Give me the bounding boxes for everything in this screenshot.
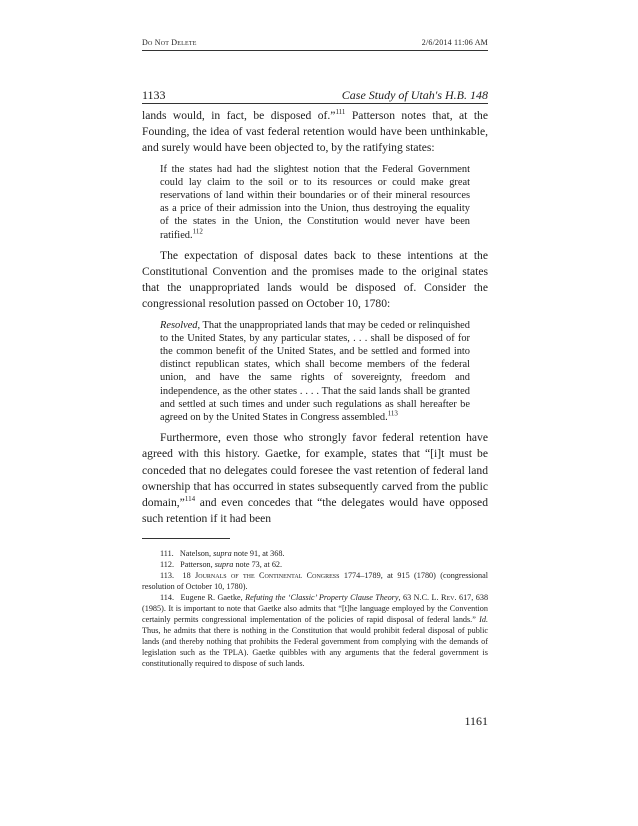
footnote-ref-112: 112 [192,227,203,236]
paragraph-1-text-a: lands would, in fact, be disposed of.” [142,109,336,122]
footnote-114-title: Refuting the ‘Classic’ Property Clause Theory [245,593,399,602]
footnote-114-text-b: Thus, he admits that there is nothing in the Constitution that would prohibit federal disposal of public lands (and thereby nothing that prohibits the Federal government from complying with the demands of legislation such as the TPLA). Gaetke quibbles with any arguments that the federal government is constitutionally required to dispose of such lands. [142,626,488,668]
running-head [142,88,488,103]
document-header [142,38,488,47]
footnote-112-cite: note 73, at 62. [233,560,283,569]
footnote-113-journal: Journals of the Continental Congress [195,571,340,580]
footnote-114 [142,592,488,669]
paragraph-3-text-b: and even concedes that “the delegates would have opposed such retention if it had been [142,496,488,526]
footnote-114-author: 114. Eugene R. Gaetke, [160,593,246,602]
footnote-113-cite: 1774–1789, at 915 (1780) (congressional resolution of October 10, 1780). [142,571,488,591]
running-head-divider [142,103,488,104]
footnote-114-text-a: . 617, 638 (1985). It is important to note that Gaetke also admits that “[t]he language employed by the Convention certainly permits congressional implementation of the policies of rapid disposal of federal lands.” [142,593,489,624]
paragraph-1-text-b: Patterson notes that, at the Founding, the idea of vast federal retention would have been unthinkable, and surely would have been objected to, by the ratifying states: [142,109,488,155]
footnote-ref-113: 113 [387,409,398,418]
body-text [142,108,488,527]
footnote-111-text: 111. Natelson, [160,549,214,558]
footnote-112 [142,559,488,570]
footnote-112-supra: supra [214,560,234,569]
block-quote-1 [160,163,470,242]
footnotes [142,548,488,669]
block-quote-1-text: If the states had had the slightest notion that the Federal Government could lay claim to the soil or to its resources or could make great reservations of land within their boundaries or of their mineral resources as a price of their admission into the Union, thus destroying the equality of the states in the Union, the Constitution would never have been ratified. [160,163,470,241]
page-number: 1161 [464,714,488,728]
paragraph-3 [142,430,488,527]
footnote-divider [142,538,230,539]
footnote-113 [142,570,488,592]
footnote-114-journal: , 63 N.C. L. [398,593,442,602]
running-head-title: Case Study of Utah's H.B. 148 [341,88,488,102]
block-quote-2-resolved: Resolved [160,319,198,331]
footnote-111 [142,548,488,559]
footnote-113-text: 113. 18 [160,571,196,580]
header-divider [142,50,488,51]
block-quote-2-text: , That the unappropriated lands that may be ceded or relinquished to the United States, by any particular states, . . . shall be disposed of for the common benefit of the United States, and be settled and formed into distinct republican states, which shall become members of the federal union, and have the same rights of sovereignty, freedom and independence, as the other states . . . . That the said lands shall be granted and settled at such times and under such regulations as shall hereafter be agreed on by the United States in Congress assembled. [160,319,470,424]
running-head-number: 1133 [142,88,166,102]
footnote-114-id: Id. [479,615,488,624]
paragraph-3-text-a: Furthermore, even those who strongly favor federal retention have agreed with this history. Gaetke, for example, states that “[i]t must be conceded that no delegates could foresee the vast retention of federal land ownership that has occurred in states subsequently carved from the public domain,” [142,431,488,510]
header-status: Do Not Delete [142,38,197,47]
footnote-111-supra: supra [213,549,232,558]
paragraph-1 [142,108,488,157]
footnote-112-text: 112. Patterson, [160,560,215,569]
footnote-111-cite: note 91, at 368. [231,549,285,558]
footnote-ref-111: 111 [335,108,346,117]
block-quote-2 [160,319,470,425]
paragraph-2: The expectation of disposal dates back to these intentions at the Constitutional Convention and the promises made to the original states that the unappropriated lands would be disposed of. Consider the congressional resolution passed on October 10, 1780: [142,248,488,311]
footnote-ref-114: 114 [184,495,196,504]
footnote-114-rev: Rev [441,593,455,602]
header-timestamp: 2/6/2014 11:06 AM [421,38,488,47]
